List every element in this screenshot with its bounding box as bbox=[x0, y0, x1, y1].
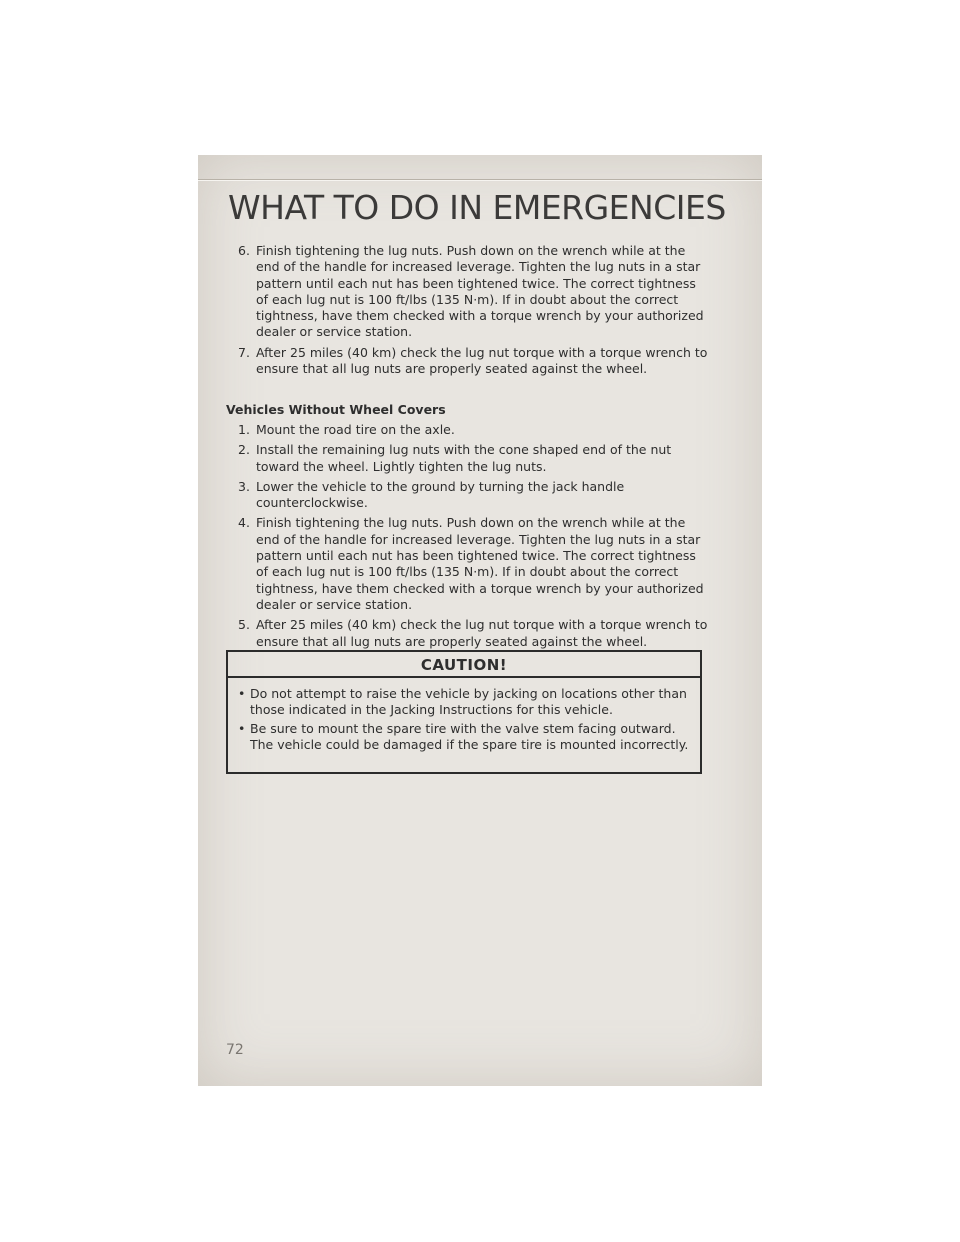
step-number: 5. bbox=[238, 617, 250, 633]
step-number: 4. bbox=[238, 515, 250, 531]
step-text: Mount the road tire on the axle. bbox=[256, 422, 455, 437]
bullet-icon: • bbox=[238, 686, 246, 701]
step-number: 2. bbox=[238, 442, 250, 458]
step-item bbox=[238, 442, 708, 475]
manual-page bbox=[198, 155, 762, 1086]
procedure-steps-continued bbox=[238, 243, 708, 381]
page-number: 72 bbox=[226, 1042, 244, 1058]
caution-text: Be sure to mount the spare tire with the valve stem facing outward. The vehicle could be damaged if the spare tire is mounted incorrectly. bbox=[250, 720, 689, 752]
step-number: 1. bbox=[238, 422, 250, 437]
step-item bbox=[238, 515, 708, 613]
step-text: After 25 miles (40 km) check the lug nut torque with a torque wrench to ensure that all lug nuts are properly seated against the wheel. bbox=[256, 617, 708, 649]
step-text: Install the remaining lug nuts with the cone shaped end of the nut toward the wheel. Lightly tighten the lug nuts. bbox=[256, 442, 672, 474]
subsection-heading: Vehicles Without Wheel Covers bbox=[226, 402, 446, 417]
step-number: 6. bbox=[238, 243, 250, 258]
step-item bbox=[238, 345, 708, 378]
step-text: Finish tightening the lug nuts. Push down on the wrench while at the end of the handle for increased leverage. Tighten the lug nuts in a star pattern until each nut has been tightened twice. The correct tightness of each lug nut is 100 ft/lbs (135 N·m). If in doubt about the correct tightness, have them checked with a torque wrench by your authorized dealer or service station. bbox=[256, 243, 704, 340]
caution-box bbox=[226, 650, 702, 774]
step-item bbox=[238, 617, 708, 650]
caution-title: CAUTION! bbox=[228, 652, 700, 678]
step-number: 7. bbox=[238, 344, 250, 360]
step-item bbox=[238, 243, 708, 341]
caution-text: Do not attempt to raise the vehicle by jacking on locations other than those indicated in the Jacking Instructions for this vehicle. bbox=[250, 686, 687, 718]
caution-item bbox=[236, 721, 690, 754]
procedure-steps bbox=[238, 422, 708, 654]
step-item bbox=[238, 479, 708, 512]
step-text: Finish tightening the lug nuts. Push down on the wrench while at the end of the handle for increased leverage. Tighten the lug nuts in a star pattern until each nut has been tightened twice. The correct tightness of each lug nut is 100 ft/lbs (135 N·m). If in doubt about the correct tightness, have them checked with a torque wrench by your authorized dealer or service station. bbox=[256, 515, 704, 612]
header-divider bbox=[198, 179, 762, 181]
step-number: 3. bbox=[238, 478, 250, 494]
caution-list bbox=[228, 686, 700, 753]
bullet-icon: • bbox=[238, 720, 246, 736]
caution-item bbox=[236, 686, 690, 719]
step-item bbox=[238, 422, 708, 438]
step-text: After 25 miles (40 km) check the lug nut torque with a torque wrench to ensure that all lug nuts are properly seated against the wheel. bbox=[256, 344, 708, 377]
step-text: Lower the vehicle to the ground by turning the jack handle counterclockwise. bbox=[256, 478, 625, 511]
section-title: WHAT TO DO IN EMERGENCIES bbox=[228, 188, 726, 227]
